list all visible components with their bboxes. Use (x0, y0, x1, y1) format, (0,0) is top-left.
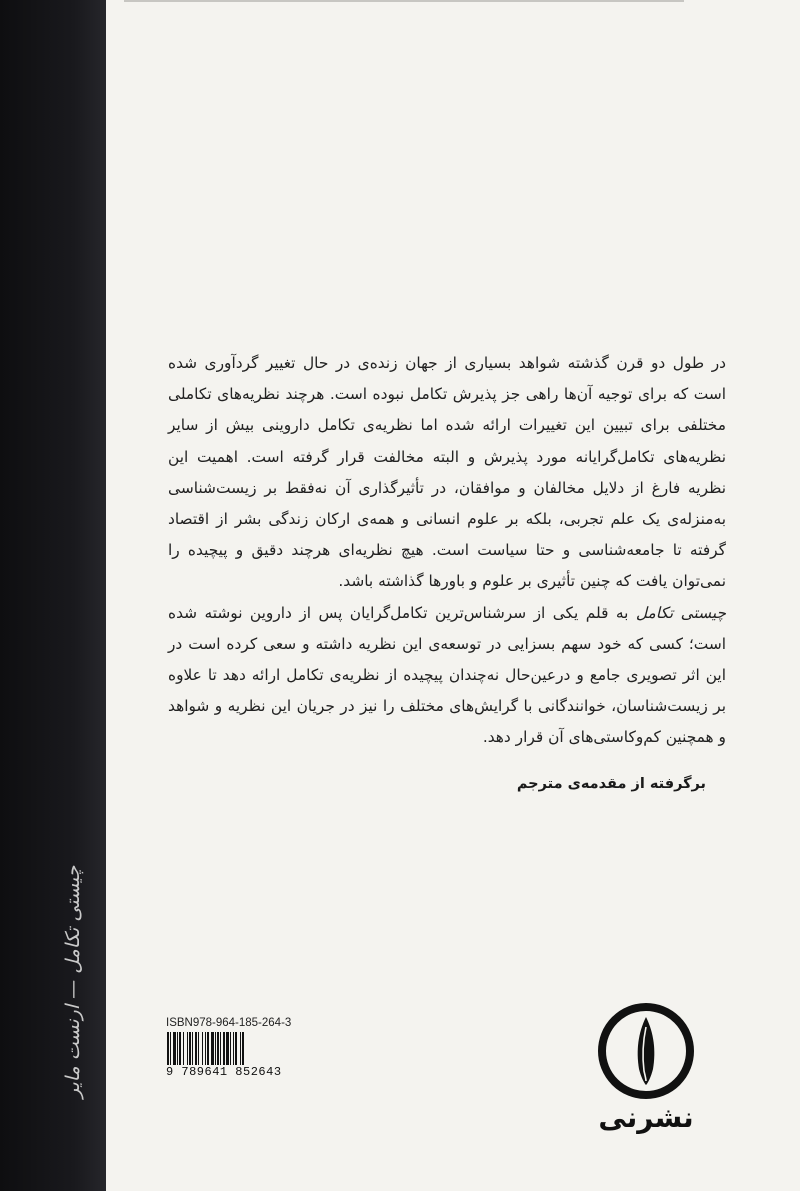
translator-credit: برگرفته از مقدمه‌ی مترجم (516, 776, 706, 792)
blurb-text (168, 348, 726, 754)
spine-title: چیستی تکامل — ارنست مایر (62, 865, 84, 1098)
book-spine (0, 0, 106, 1191)
reed-leaf-logo-icon (598, 1003, 694, 1099)
top-edge-mark (124, 0, 684, 2)
blurb-paragraph-2-text: به قلم یکی از سرشناس‌ترین تکامل‌گرایان پس از داروین نوشته شده است؛ کسی که خود سهم بسزایی در توسعه‌ی این نظریه داشته و سعی کرده است در این اثر تصویری جامع و درعین‌حال نه‌چندان پیچیده از نظریه‌ی تکامل ارائه دهد تا علاوه بر زیست‌شناسان، خوانندگانی با گرایش‌های مختلف را نیز در جریان این نظریه و شواهد و همچنین کم‌وکاستی‌های آن قرار دهد. (168, 603, 726, 747)
blurb-paragraph-2 (168, 598, 726, 754)
blurb-paragraph-1: در طول دو قرن گذشته شواهد بسیاری از جهان زنده‌ی در حال تغییر گردآوری شده است که برای توجیه آن‌ها راهی جز پذیرش تکامل نبوده است. هرچند نظریه‌های تکاملی مختلفی برای تبیین این تغییرات ارائه شده اما نظریه‌ی تکامل داروینی بیش از سایر نظریه‌های تکامل‌گرایانه مورد پذیرش و البته مخالفت قرار گرفته است. اهمیت این نظریه فارغ از دلایل مخالفان و موافقان، در تأثیرگذاری آن نه‌فقط بر زیست‌شناسی به‌منزله‌ی یک علم تجربی، بلکه بر علوم انسانی و همه‌ی ارکان زندگی بشر از اقتصاد گرفته تا جامعه‌شناسی و حتا سیاست است. هیچ نظریه‌ای هرچند دقیق و پیچیده را نمی‌توان یافت که چنین تأثیری بر علوم و باورها گذاشته باشد. (168, 354, 726, 591)
isbn-label: ISBN978-964-185-264-3 (166, 1017, 292, 1029)
book-title-inline: چیستی تکامل (635, 603, 726, 622)
barcode-digits: 9 789641 852643 (166, 1065, 284, 1079)
publisher-name: نشرنی (598, 1101, 694, 1134)
back-cover (106, 0, 800, 1191)
